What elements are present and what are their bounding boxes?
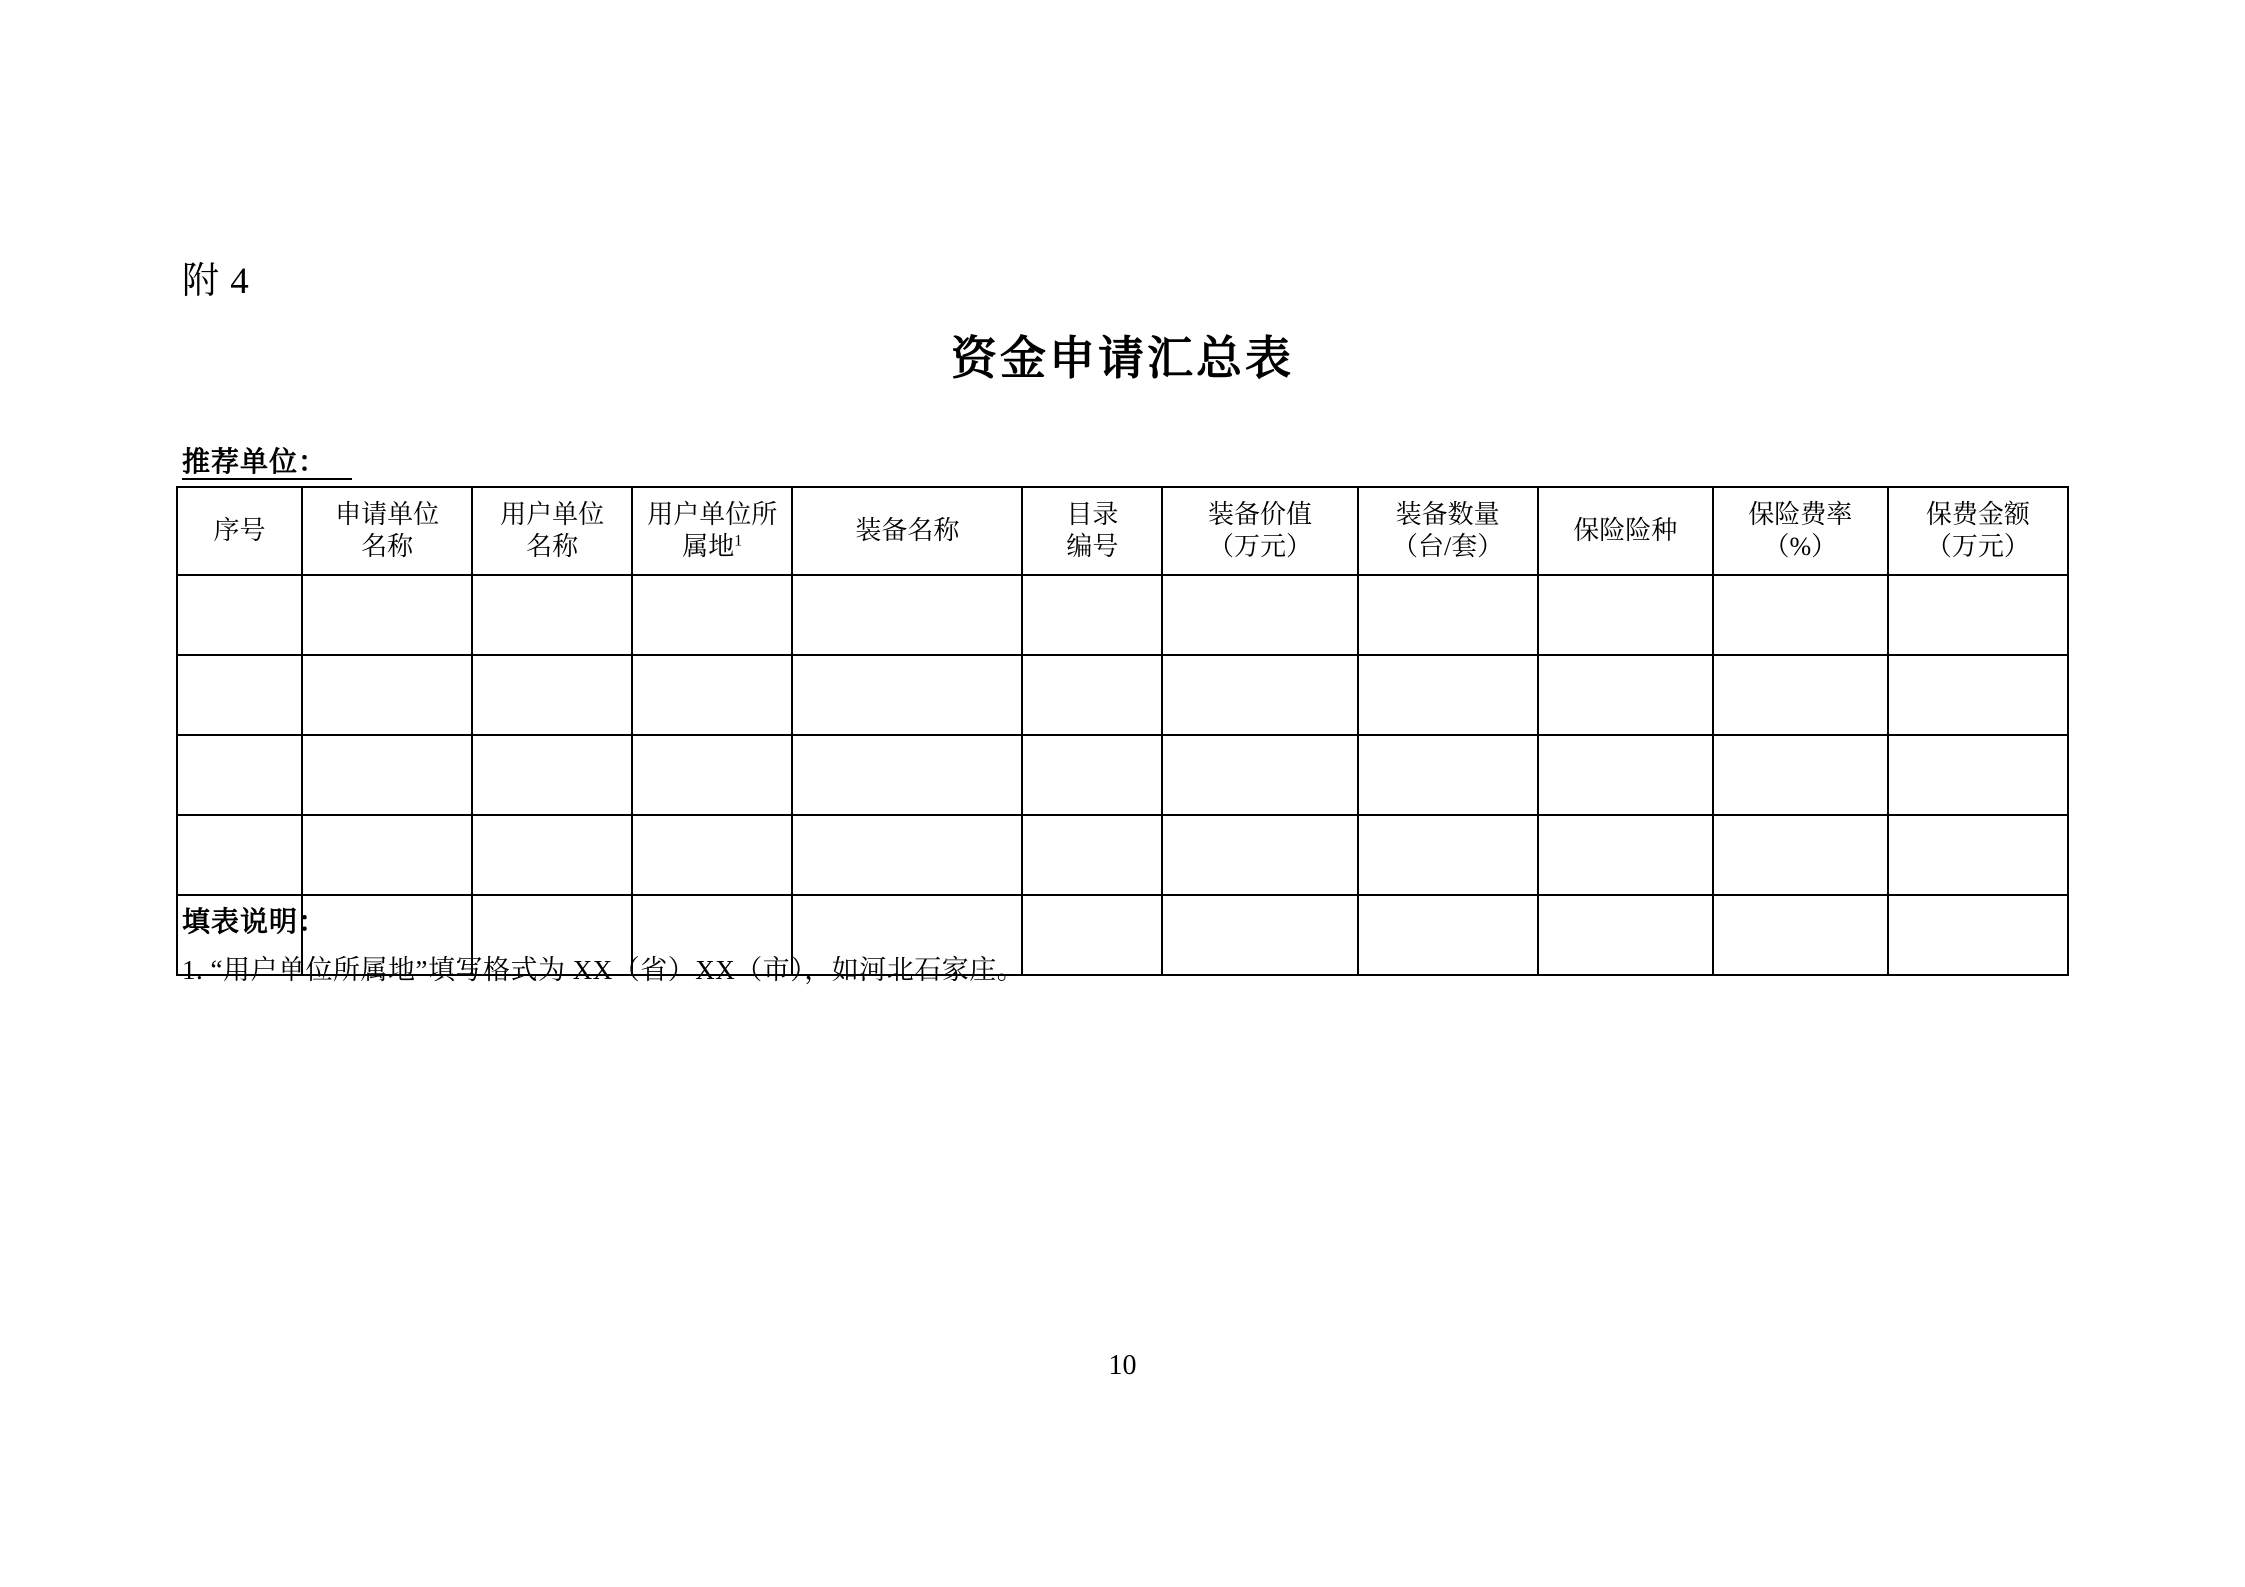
funding-application-summary-table xyxy=(176,486,2069,976)
cell-catalog-number[interactable] xyxy=(1022,655,1162,735)
cell-premium-amount[interactable] xyxy=(1888,895,2068,975)
cell-equipment-value[interactable] xyxy=(1162,735,1357,815)
cell-equipment-name[interactable] xyxy=(792,575,1022,655)
cell-user-unit-name[interactable] xyxy=(472,575,632,655)
cell-user-unit-location[interactable] xyxy=(632,575,792,655)
cell-user-unit-name[interactable] xyxy=(472,655,632,735)
page-title: 资金申请汇总表 xyxy=(951,333,1294,384)
page-number: 10 xyxy=(1108,1350,1137,1381)
cell-user-unit-location[interactable] xyxy=(632,655,792,735)
cell-premium-amount[interactable] xyxy=(1888,655,2068,735)
cell-user-unit-location[interactable] xyxy=(632,815,792,895)
cell-insurance-type[interactable] xyxy=(1538,895,1713,975)
column-header-equipment-name xyxy=(792,487,1022,575)
cell-user-unit-name[interactable] xyxy=(472,815,632,895)
column-header-line1: 装备数量 xyxy=(1395,499,1500,529)
column-header-applicant-unit-name xyxy=(302,487,472,575)
column-header-insurance-type xyxy=(1538,487,1713,575)
column-header-line1: 目录 xyxy=(1066,499,1119,529)
cell-insurance-type[interactable] xyxy=(1538,575,1713,655)
column-header-line1: 保险费率 xyxy=(1748,499,1853,529)
column-header-user-unit-name xyxy=(472,487,632,575)
cell-index[interactable] xyxy=(177,655,302,735)
table-header-row xyxy=(177,487,2068,575)
form-note-1: 1. “用户单位所属地”填写格式为 XX（省）XX（市），如河北石家庄。 xyxy=(182,955,1025,985)
column-header-line1: 保险险种 xyxy=(1573,515,1678,545)
column-header-line2: 名称 xyxy=(361,532,414,561)
table-row[interactable] xyxy=(177,735,2068,815)
column-header-line2: （%） xyxy=(1763,532,1838,561)
cell-equipment-value[interactable] xyxy=(1162,815,1357,895)
cell-applicant-unit-name[interactable] xyxy=(302,655,472,735)
form-notes-title: 填表说明： xyxy=(182,907,328,938)
cell-premium-amount[interactable] xyxy=(1888,575,2068,655)
table-row[interactable] xyxy=(177,815,2068,895)
cell-premium-amount[interactable] xyxy=(1888,815,2068,895)
recommend-unit-label: 推荐单位： xyxy=(182,447,328,478)
cell-applicant-unit-name[interactable] xyxy=(302,575,472,655)
column-header-user-unit-location xyxy=(632,487,792,575)
column-header-equipment-quantity xyxy=(1358,487,1538,575)
cell-equipment-value[interactable] xyxy=(1162,895,1357,975)
cell-premium-amount[interactable] xyxy=(1888,735,2068,815)
column-header-insurance-rate xyxy=(1713,487,1888,575)
column-header-line1: 装备价值 xyxy=(1208,499,1313,529)
column-header-index xyxy=(177,487,302,575)
table-row[interactable] xyxy=(177,575,2068,655)
cell-equipment-quantity[interactable] xyxy=(1358,815,1538,895)
cell-equipment-name[interactable] xyxy=(792,815,1022,895)
column-header-line2: 名称 xyxy=(526,532,579,561)
column-header-premium-amount xyxy=(1888,487,2068,575)
cell-equipment-value[interactable] xyxy=(1162,575,1357,655)
column-header-catalog-number xyxy=(1022,487,1162,575)
cell-equipment-quantity[interactable] xyxy=(1358,655,1538,735)
table-body xyxy=(177,575,2068,975)
cell-insurance-rate[interactable] xyxy=(1713,655,1888,735)
cell-applicant-unit-name[interactable] xyxy=(302,735,472,815)
cell-catalog-number[interactable] xyxy=(1022,735,1162,815)
column-header-line2: （万元） xyxy=(1925,532,2030,561)
attachment-label: 附 4 xyxy=(182,261,250,302)
cell-insurance-rate[interactable] xyxy=(1713,575,1888,655)
footnote-marker: 1 xyxy=(734,532,743,550)
column-header-line2: 编号 xyxy=(1066,532,1119,561)
column-header-line1: 装备名称 xyxy=(855,515,960,545)
column-header-line1: 用户单位 xyxy=(500,499,605,529)
cell-insurance-type[interactable] xyxy=(1538,655,1713,735)
table-row[interactable] xyxy=(177,655,2068,735)
column-header-line1: 申请单位 xyxy=(335,499,440,529)
cell-insurance-type[interactable] xyxy=(1538,815,1713,895)
cell-insurance-rate[interactable] xyxy=(1713,815,1888,895)
column-header-line1: 序号 xyxy=(213,515,266,545)
cell-equipment-quantity[interactable] xyxy=(1358,735,1538,815)
cell-equipment-name[interactable] xyxy=(792,655,1022,735)
cell-catalog-number[interactable] xyxy=(1022,895,1162,975)
cell-catalog-number[interactable] xyxy=(1022,575,1162,655)
cell-index[interactable] xyxy=(177,815,302,895)
cell-insurance-rate[interactable] xyxy=(1713,735,1888,815)
cell-equipment-value[interactable] xyxy=(1162,655,1357,735)
column-header-line1: 用户单位所 xyxy=(647,499,778,529)
cell-equipment-name[interactable] xyxy=(792,735,1022,815)
cell-insurance-rate[interactable] xyxy=(1713,895,1888,975)
cell-applicant-unit-name[interactable] xyxy=(302,815,472,895)
cell-equipment-quantity[interactable] xyxy=(1358,575,1538,655)
recommend-unit-underline xyxy=(182,478,352,480)
column-header-line2: 属地 xyxy=(682,532,735,561)
cell-user-unit-name[interactable] xyxy=(472,735,632,815)
cell-catalog-number[interactable] xyxy=(1022,815,1162,895)
cell-index[interactable] xyxy=(177,735,302,815)
column-header-line2: （台/套） xyxy=(1391,532,1504,561)
column-header-line2: （万元） xyxy=(1208,532,1313,561)
cell-equipment-quantity[interactable] xyxy=(1358,895,1538,975)
cell-user-unit-location[interactable] xyxy=(632,735,792,815)
cell-insurance-type[interactable] xyxy=(1538,735,1713,815)
cell-index[interactable] xyxy=(177,575,302,655)
column-header-equipment-value xyxy=(1162,487,1357,575)
column-header-line1: 保费金额 xyxy=(1925,499,2030,529)
